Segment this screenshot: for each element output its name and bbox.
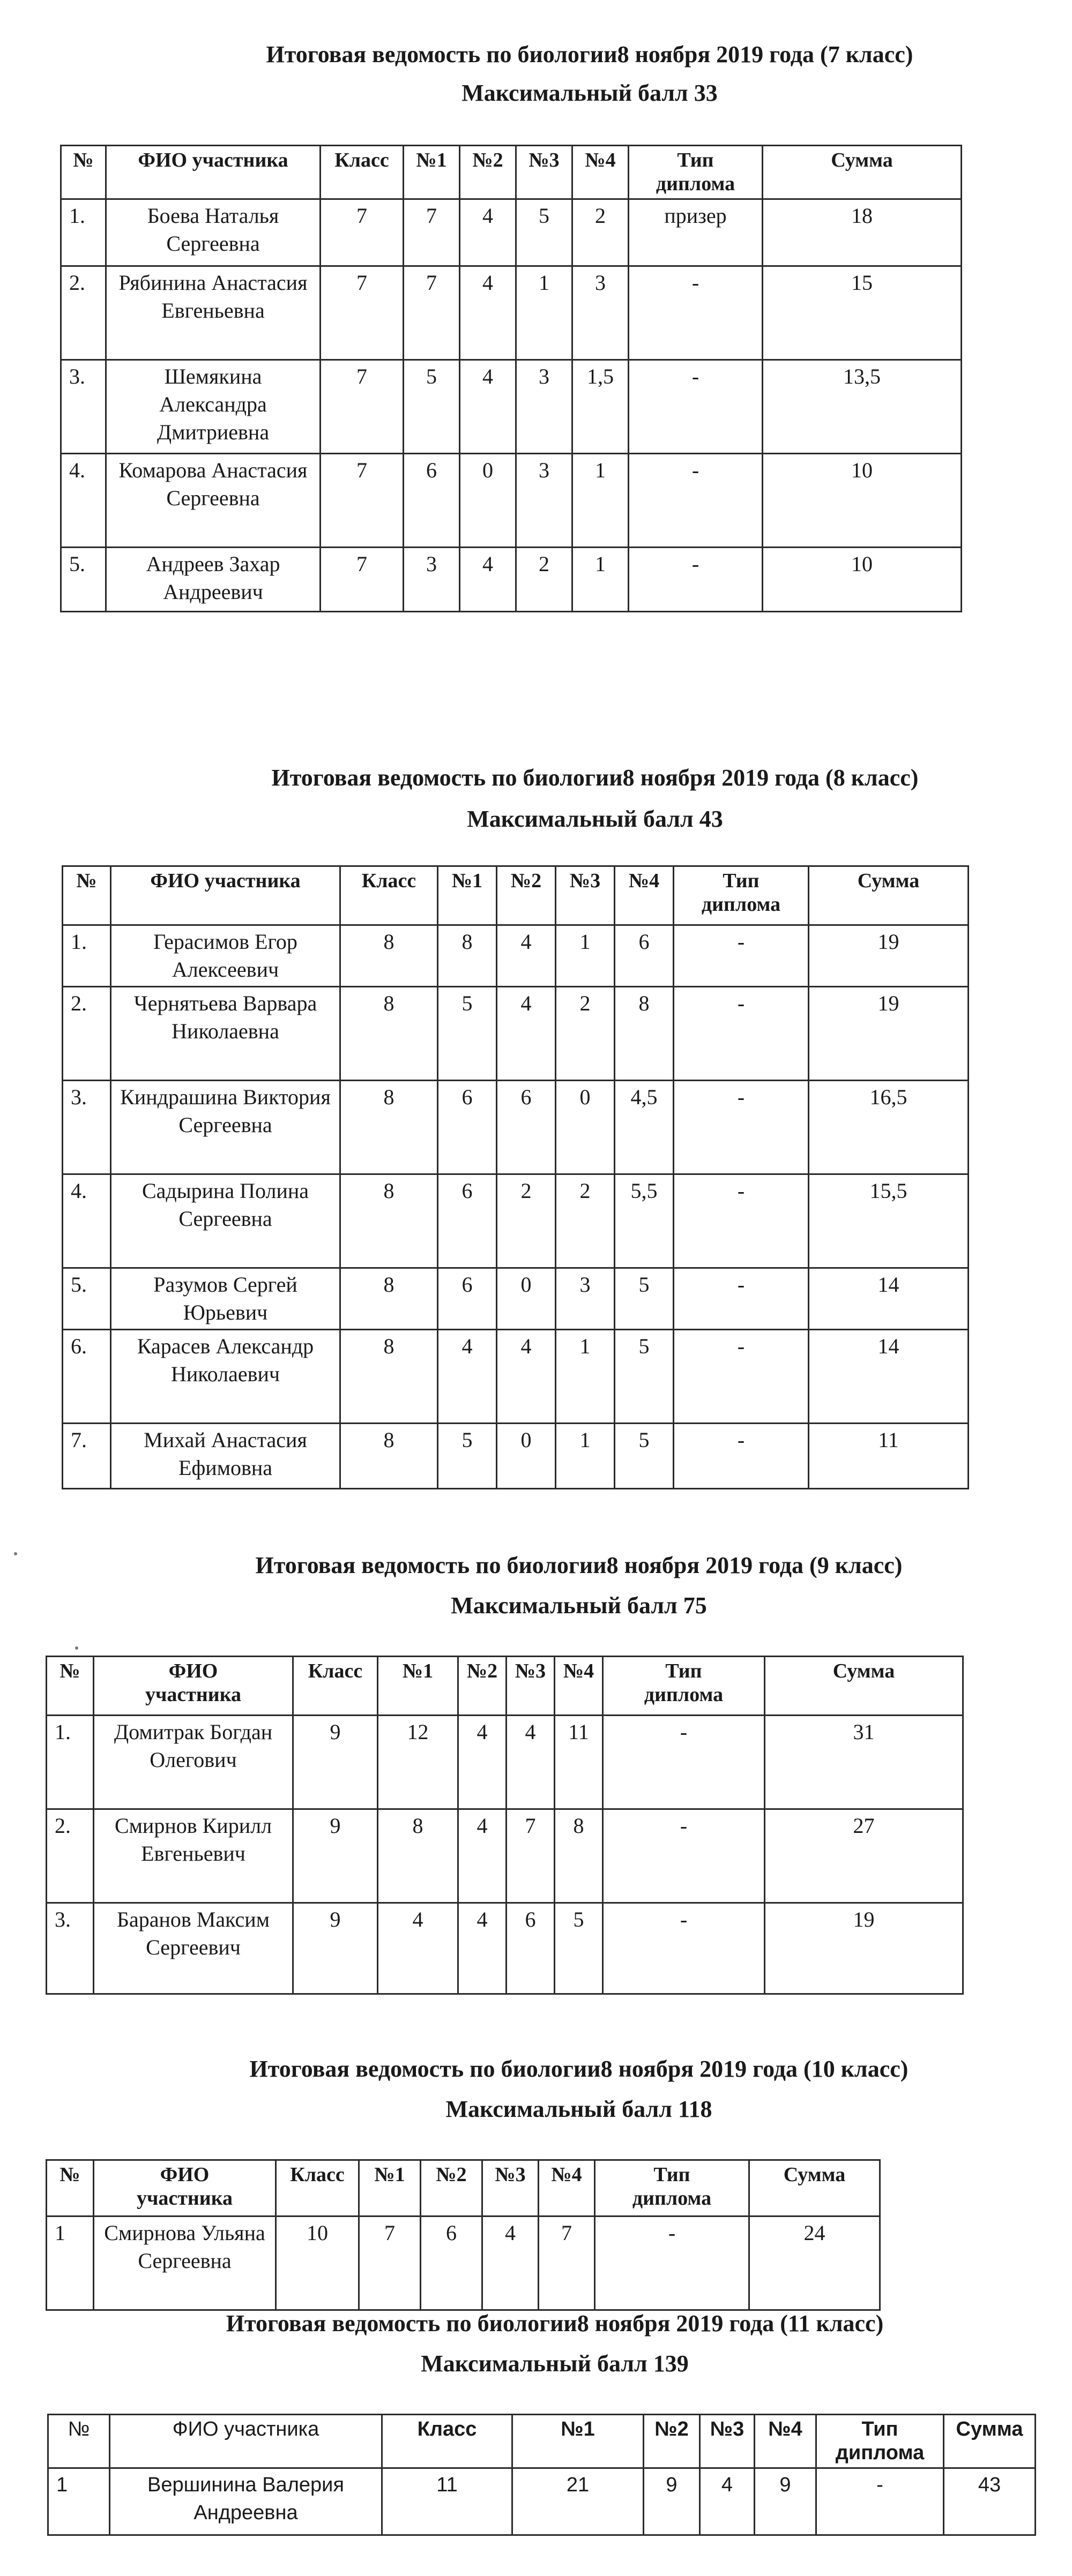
cell-task-2: 4	[497, 987, 556, 1081]
cell-sum: 27	[765, 1809, 963, 1903]
table-row	[61, 360, 962, 454]
cell-task-3: 7	[507, 1809, 555, 1903]
cell-task-3: 4	[507, 1716, 555, 1809]
header-no: №	[61, 146, 106, 199]
cell-task-3: 2	[556, 987, 615, 1081]
cell-grade: 7	[321, 266, 404, 360]
cell-no: 3.	[61, 360, 106, 454]
cell-task-3: 6	[507, 1903, 555, 1994]
cell-task-4: 8	[615, 987, 674, 1081]
header-task-1: №1	[512, 2415, 644, 2468]
cell-sum: 15	[763, 266, 962, 360]
header-diploma-type	[603, 1657, 765, 1716]
cell-name: Карасев Александр Николаевич	[111, 1330, 340, 1424]
title-grade-11: Итоговая ведомость по биологии8 ноября 2019 года (11 класс)	[226, 2310, 884, 2337]
cell-task-4: 8	[555, 1809, 603, 1903]
cell-no: 1.	[47, 1716, 94, 1809]
header-task-4: №4	[572, 146, 629, 199]
cell-diploma-type: -	[674, 1424, 809, 1489]
table-row	[61, 199, 962, 266]
header-task-2: №2	[497, 866, 556, 925]
cell-task-2: 4	[458, 1809, 507, 1903]
cell-task-2: 4	[460, 360, 516, 454]
cell-task-1: 5	[438, 1424, 497, 1489]
cell-task-1: 6	[438, 1081, 497, 1174]
cell-task-4: 5	[555, 1903, 603, 1994]
subtitle-grade-8: Максимальный балл 43	[467, 806, 723, 832]
cell-grade: 8	[340, 925, 438, 987]
cell-name: Михай Анастасия Ефимовна	[111, 1424, 340, 1489]
cell-task-3: 0	[556, 1081, 615, 1174]
cell-task-3: 1	[516, 266, 572, 360]
cell-task-2: 0	[497, 1268, 556, 1330]
header-diploma-bottom: диплома	[835, 2442, 925, 2464]
cell-diploma-type: -	[674, 1081, 809, 1174]
cell-task-3: 1	[556, 1424, 615, 1489]
cell-sum: 14	[809, 1268, 969, 1330]
cell-grade: 8	[340, 1330, 438, 1424]
cell-task-1: 6	[404, 454, 460, 548]
header-diploma-top: Тип	[723, 870, 760, 892]
cell-task-4: 1	[572, 548, 629, 612]
cell-grade: 8	[340, 987, 438, 1081]
header-name: ФИО участника	[106, 146, 321, 199]
cell-diploma-type: -	[674, 987, 809, 1081]
table-row	[47, 1809, 963, 1903]
cell-grade: 7	[321, 199, 404, 266]
header-diploma-type	[816, 2415, 944, 2468]
cell-task-3: 2	[556, 1174, 615, 1268]
header-task-3: №3	[556, 866, 615, 925]
cell-sum: 43	[944, 2468, 1036, 2535]
cell-sum: 24	[749, 2216, 880, 2310]
cell-name: Герасимов Егор Алексеевич	[111, 925, 340, 987]
cell-task-2: 6	[497, 1081, 556, 1174]
header-diploma-top: Тип	[653, 2163, 690, 2186]
cell-no: 3.	[63, 1081, 111, 1174]
header-diploma-bottom: диплома	[701, 893, 781, 916]
cell-name: Баранов Максим Сергеевич	[94, 1903, 293, 1994]
subtitle-grade-7: Максимальный балл 33	[461, 80, 718, 106]
results-table-grade-11	[47, 2414, 1036, 2536]
cell-no: 5.	[61, 548, 106, 612]
cell-diploma-type: -	[595, 2216, 749, 2310]
header-name	[94, 1657, 293, 1716]
header-task-2: №2	[644, 2415, 700, 2468]
cell-name: Рябинина Анастасия Евгеньевна	[106, 266, 321, 360]
cell-diploma-type: -	[629, 360, 763, 454]
cell-task-3: 4	[482, 2216, 539, 2310]
header-name-bottom: участника	[145, 1683, 242, 1706]
cell-sum: 11	[809, 1424, 969, 1489]
cell-sum: 19	[765, 1903, 963, 1994]
cell-name: Садырина Полина Сергеевна	[111, 1174, 340, 1268]
table-header-row	[61, 146, 962, 199]
cell-grade: 11	[382, 2468, 512, 2535]
cell-task-3: 5	[516, 199, 572, 266]
cell-task-2: 2	[497, 1174, 556, 1268]
cell-task-3: 1	[556, 925, 615, 987]
cell-task-1: 21	[512, 2468, 644, 2535]
cell-sum: 15,5	[809, 1174, 969, 1268]
cell-grade: 8	[340, 1268, 438, 1330]
cell-task-4: 5	[615, 1424, 674, 1489]
subtitle-grade-11: Максимальный балл 139	[421, 2350, 689, 2377]
cell-name: Боева Наталья Сергеевна	[106, 199, 321, 266]
cell-task-4: 7	[539, 2216, 595, 2310]
subtitle-grade-10: Максимальный балл 118	[445, 2096, 712, 2122]
scan-speck	[75, 1646, 78, 1650]
cell-no: 1	[48, 2468, 110, 2535]
scan-speck	[14, 1552, 17, 1555]
header-no: №	[47, 1657, 94, 1716]
header-diploma-type	[674, 866, 809, 925]
header-sum: Сумма	[944, 2415, 1036, 2468]
table-header-row	[48, 2415, 1036, 2468]
cell-task-1: 6	[438, 1174, 497, 1268]
header-grade: Класс	[340, 866, 438, 925]
title-grade-7: Итоговая ведомость по биологии8 ноября 2019 года (7 класс)	[266, 41, 913, 68]
cell-task-3: 2	[516, 548, 572, 612]
cell-task-4: 5,5	[615, 1174, 674, 1268]
header-name-bottom: участника	[136, 2187, 233, 2210]
cell-no: 2.	[63, 987, 111, 1081]
cell-task-2: 4	[458, 1903, 507, 1994]
header-task-2: №2	[458, 1657, 507, 1716]
cell-grade: 7	[321, 454, 404, 548]
cell-grade: 9	[293, 1903, 378, 1994]
cell-sum: 19	[809, 925, 969, 987]
cell-no: 3.	[47, 1903, 94, 1994]
cell-task-2: 4	[497, 1330, 556, 1424]
cell-no: 1	[47, 2216, 94, 2310]
cell-no: 7.	[63, 1424, 111, 1489]
table-row	[63, 1081, 969, 1174]
header-grade: Класс	[276, 2160, 359, 2216]
table-row	[63, 1268, 969, 1330]
cell-task-1: 3	[404, 548, 460, 612]
cell-name: Шемякина Александра Дмитриевна	[106, 360, 321, 454]
cell-task-3: 3	[516, 454, 572, 548]
cell-name: Андреев Захар Андреевич	[106, 548, 321, 612]
cell-task-4: 1	[572, 454, 629, 548]
cell-sum: 14	[809, 1330, 969, 1424]
cell-task-2: 4	[497, 925, 556, 987]
cell-diploma-type: -	[603, 1809, 765, 1903]
cell-task-4: 6	[615, 925, 674, 987]
header-diploma-top: Тип	[677, 149, 714, 171]
cell-name: Комарова Анастасия Сергеевна	[106, 454, 321, 548]
cell-task-3: 1	[556, 1330, 615, 1424]
cell-task-2: 0	[497, 1424, 556, 1489]
header-task-4: №4	[615, 866, 674, 925]
cell-grade: 8	[340, 1174, 438, 1268]
cell-diploma-type: -	[674, 925, 809, 987]
cell-task-2: 6	[421, 2216, 482, 2310]
header-diploma-type	[629, 146, 763, 199]
cell-name: Вершинина Валерия Андреевна	[110, 2468, 382, 2535]
header-diploma-bottom: диплома	[644, 1683, 724, 1706]
cell-sum: 18	[763, 199, 962, 266]
cell-no: 2.	[47, 1809, 94, 1903]
header-name-top: ФИО	[160, 2163, 210, 2186]
header-task-1: №1	[359, 2160, 421, 2216]
header-grade: Класс	[321, 146, 404, 199]
cell-task-4: 2	[572, 199, 629, 266]
results-table-grade-7	[60, 145, 962, 612]
table-row	[61, 548, 962, 612]
header-task-3: №3	[507, 1657, 555, 1716]
cell-task-3: 3	[556, 1268, 615, 1330]
header-diploma-bottom: диплома	[632, 2187, 712, 2210]
cell-task-3: 4	[700, 2468, 755, 2535]
header-grade: Класс	[293, 1657, 378, 1716]
cell-no: 1.	[63, 925, 111, 987]
cell-diploma-type: -	[603, 1716, 765, 1809]
cell-diploma-type: -	[674, 1330, 809, 1424]
table-header-row	[47, 2160, 880, 2216]
header-name-top: ФИО	[168, 1660, 218, 1682]
cell-task-1: 5	[404, 360, 460, 454]
cell-task-4: 3	[572, 266, 629, 360]
header-no: №	[47, 2160, 94, 2216]
cell-task-4: 4,5	[615, 1081, 674, 1174]
cell-no: 1.	[61, 199, 106, 266]
header-task-4: №4	[555, 1657, 603, 1716]
header-task-1: №1	[404, 146, 460, 199]
title-grade-10: Итоговая ведомость по биологии8 ноября 2019 года (10 класс)	[249, 2056, 909, 2082]
header-sum: Сумма	[749, 2160, 880, 2216]
table-row	[63, 1330, 969, 1424]
cell-diploma-type: -	[603, 1903, 765, 1994]
cell-task-2: 9	[644, 2468, 700, 2535]
header-no: №	[63, 866, 111, 925]
title-grade-8: Итоговая ведомость по биологии8 ноября 2019 года (8 класс)	[271, 765, 919, 791]
cell-task-1: 8	[438, 925, 497, 987]
table-header-row	[63, 866, 969, 925]
header-name: ФИО участника	[111, 866, 340, 925]
header-task-1: №1	[438, 866, 497, 925]
cell-task-1: 7	[359, 2216, 421, 2310]
cell-task-2: 4	[458, 1716, 507, 1809]
cell-task-2: 4	[460, 548, 516, 612]
table-row	[63, 1424, 969, 1489]
cell-sum: 10	[763, 548, 962, 612]
table-row	[47, 2216, 880, 2310]
cell-diploma-type: -	[674, 1174, 809, 1268]
header-task-3: №3	[482, 2160, 539, 2216]
header-sum: Сумма	[809, 866, 969, 925]
cell-sum: 16,5	[809, 1081, 969, 1174]
cell-task-3: 3	[516, 360, 572, 454]
cell-no: 2.	[61, 266, 106, 360]
cell-grade: 9	[293, 1716, 378, 1809]
header-diploma-top: Тип	[665, 1660, 702, 1682]
table-row	[63, 925, 969, 987]
cell-diploma-type: -	[816, 2468, 944, 2535]
table-row	[63, 1174, 969, 1268]
cell-diploma-type: -	[629, 266, 763, 360]
cell-task-2: 4	[460, 199, 516, 266]
cell-grade: 9	[293, 1809, 378, 1903]
cell-name: Разумов Сергей Юрьевич	[111, 1268, 340, 1330]
header-task-2: №2	[460, 146, 516, 199]
cell-task-2: 0	[460, 454, 516, 548]
table-row	[48, 2468, 1036, 2535]
cell-grade: 7	[321, 360, 404, 454]
table-header-row	[47, 1657, 963, 1716]
header-sum: Сумма	[765, 1657, 963, 1716]
cell-task-1: 12	[378, 1716, 458, 1809]
table-row	[47, 1903, 963, 1994]
cell-name: Киндрашина Виктория Сергеевна	[111, 1081, 340, 1174]
results-table-grade-10	[46, 2159, 881, 2311]
cell-task-1: 8	[378, 1809, 458, 1903]
header-diploma-bottom: диплома	[656, 173, 735, 195]
cell-sum: 19	[809, 987, 969, 1081]
cell-task-1: 5	[438, 987, 497, 1081]
cell-grade: 10	[276, 2216, 359, 2310]
cell-task-4: 5	[615, 1330, 674, 1424]
cell-diploma-type: -	[674, 1268, 809, 1330]
header-task-4: №4	[539, 2160, 595, 2216]
results-table-grade-9	[46, 1656, 964, 1995]
cell-task-4: 5	[615, 1268, 674, 1330]
header-name: ФИО участника	[110, 2415, 382, 2468]
cell-sum: 10	[763, 454, 962, 548]
table-row	[63, 987, 969, 1081]
cell-task-4: 9	[755, 2468, 816, 2535]
header-diploma-top: Тип	[861, 2418, 898, 2440]
cell-task-4: 11	[555, 1716, 603, 1809]
cell-name: Домитрак Богдан Олегович	[94, 1716, 293, 1809]
cell-diploma-type: призер	[629, 199, 763, 266]
header-task-3: №3	[700, 2415, 755, 2468]
header-no: №	[48, 2415, 110, 2468]
header-sum: Сумма	[763, 146, 962, 199]
cell-no: 4.	[61, 454, 106, 548]
cell-diploma-type: -	[629, 454, 763, 548]
cell-task-2: 4	[460, 266, 516, 360]
table-row	[47, 1716, 963, 1809]
cell-no: 6.	[63, 1330, 111, 1424]
cell-sum: 13,5	[763, 360, 962, 454]
cell-no: 4.	[63, 1174, 111, 1268]
header-diploma-type	[595, 2160, 749, 2216]
cell-task-1: 7	[404, 199, 460, 266]
header-task-2: №2	[421, 2160, 482, 2216]
cell-no: 5.	[63, 1268, 111, 1330]
cell-grade: 8	[340, 1424, 438, 1489]
cell-task-1: 6	[438, 1268, 497, 1330]
results-table-grade-8	[62, 865, 969, 1489]
cell-name: Чернятьева Варвара Николаевна	[111, 987, 340, 1081]
cell-task-1: 7	[404, 266, 460, 360]
cell-task-1: 4	[438, 1330, 497, 1424]
subtitle-grade-9: Максимальный балл 75	[451, 1592, 707, 1619]
title-grade-9: Итоговая ведомость по биологии8 ноября 2019 года (9 класс)	[255, 1552, 903, 1578]
cell-sum: 31	[765, 1716, 963, 1809]
cell-grade: 8	[340, 1081, 438, 1174]
cell-task-1: 4	[378, 1903, 458, 1994]
header-grade: Класс	[382, 2415, 512, 2468]
cell-grade: 7	[321, 548, 404, 612]
cell-task-4: 1,5	[572, 360, 629, 454]
cell-diploma-type: -	[629, 548, 763, 612]
cell-name: Смирнов Кирилл Евгеньевич	[94, 1809, 293, 1903]
header-task-1: №1	[378, 1657, 458, 1716]
header-task-3: №3	[516, 146, 572, 199]
header-task-4: №4	[755, 2415, 816, 2468]
table-row	[61, 266, 962, 360]
cell-name: Смирнова Ульяна Сергеевна	[94, 2216, 276, 2310]
header-name	[94, 2160, 276, 2216]
table-row	[61, 454, 962, 548]
